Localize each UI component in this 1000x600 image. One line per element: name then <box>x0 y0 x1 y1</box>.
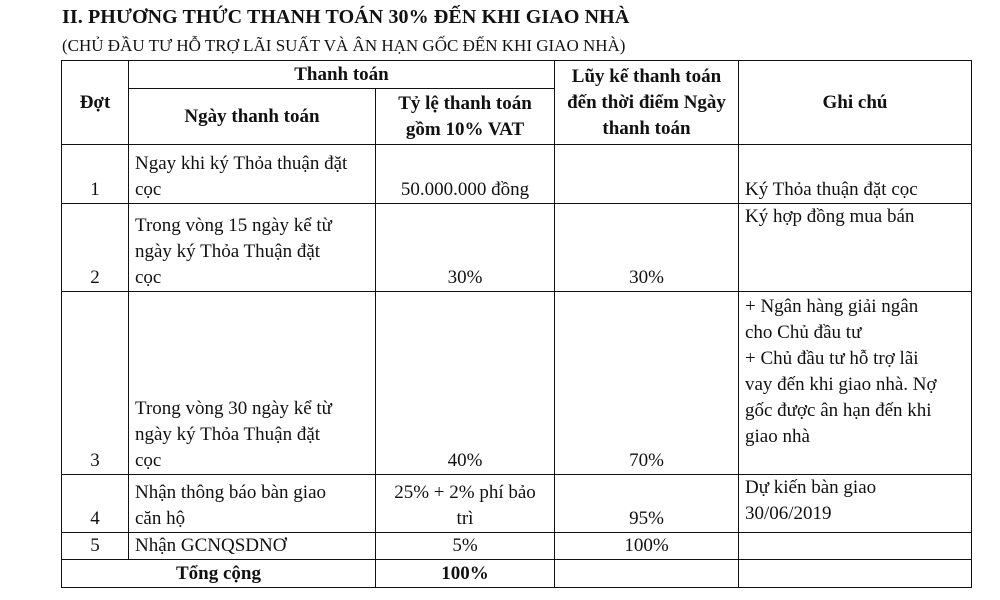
section-subheading: (CHỦ ĐẦU TƯ HỖ TRỢ LÃI SUẤT VÀ ÂN HẠN GỐC ĐẾN KHI GIAO NHÀ) <box>62 36 626 55</box>
total-notes-empty <box>739 560 972 588</box>
row-note-line: giao nhà <box>745 426 810 447</box>
row-notes <box>739 292 972 475</box>
table-row <box>62 204 972 292</box>
row-rate-line: 25% + 2% phí bảo <box>394 482 536 503</box>
row-date <box>129 533 376 560</box>
header-rate <box>376 89 555 145</box>
row-date <box>129 204 376 292</box>
header-payment-date: Ngày thanh toán <box>129 89 376 145</box>
row-note-line: cho Chủ đầu tư <box>745 322 862 343</box>
row-rate: 30% <box>376 204 555 292</box>
header-payment-group: Thanh toán <box>129 61 555 89</box>
row-date-line: Nhận thông báo bàn giao <box>135 482 327 503</box>
row-date <box>129 475 376 533</box>
total-cumulative-empty <box>555 560 739 588</box>
row-cumulative <box>555 145 739 204</box>
row-rate: 50.000.000 đồng <box>376 145 555 204</box>
row-note-line: Ký hợp đồng mua bán <box>745 206 915 227</box>
row-notes <box>739 475 972 533</box>
row-note-line: Dự kiến bàn giao <box>745 477 877 498</box>
table-row <box>62 533 972 560</box>
payment-schedule-table <box>61 60 972 588</box>
row-note-line: Ký Thỏa thuận đặt cọc <box>745 179 918 200</box>
table-row <box>62 292 972 475</box>
row-date-line: Trong vòng 15 ngày kể từ <box>135 215 332 236</box>
row-date-line: Ngay khi ký Thỏa thuận đặt <box>135 153 348 174</box>
total-row <box>62 560 972 588</box>
table-row <box>62 145 972 204</box>
row-rate <box>376 475 555 533</box>
header-notes: Ghi chú <box>739 61 972 145</box>
row-note-line: vay đến khi giao nhà. Nợ <box>745 374 937 395</box>
header-cumulative-line-1: Lũy kế thanh toán <box>571 65 722 87</box>
header-cumulative <box>555 61 739 145</box>
row-date <box>129 145 376 204</box>
row-date-line: cọc <box>135 450 162 471</box>
table-row <box>62 475 972 533</box>
header-rate-line-2: gồm 10% VAT <box>405 118 525 140</box>
row-date-line: Nhận GCNQSDNƠ <box>135 535 287 556</box>
row-note-line: + Ngân hàng giải ngân <box>745 296 919 317</box>
row-cumulative: 95% <box>555 475 739 533</box>
header-rate-line-1: Tỷ lệ thanh toán <box>398 92 532 114</box>
section-heading: II. PHƯƠNG THỨC THANH TOÁN 30% ĐẾN KHI GIAO NHÀ <box>62 6 630 28</box>
row-date-line: căn hộ <box>135 508 186 529</box>
row-rate: 40% <box>376 292 555 475</box>
row-date-line: ngày ký Thỏa Thuận đặt <box>135 424 321 445</box>
row-note-line: + Chủ đầu tư hỗ trợ lãi <box>745 348 919 369</box>
row-notes <box>739 533 972 560</box>
row-date-line: cọc <box>135 267 162 288</box>
row-dot: 2 <box>62 204 129 292</box>
row-note-line: gốc được ân hạn đến khi <box>745 400 932 421</box>
row-dot: 4 <box>62 475 129 533</box>
row-rate: 5% <box>376 533 555 560</box>
row-notes <box>739 145 972 204</box>
row-date-line: cọc <box>135 179 162 200</box>
header-dot: Đợt <box>62 61 129 145</box>
row-dot: 3 <box>62 292 129 475</box>
row-notes <box>739 204 972 292</box>
row-cumulative: 70% <box>555 292 739 475</box>
row-dot: 5 <box>62 533 129 560</box>
total-value: 100% <box>376 560 555 588</box>
header-cumulative-line-3: thanh toán <box>602 117 691 139</box>
row-date-line: ngày ký Thỏa Thuận đặt <box>135 241 321 262</box>
row-dot: 1 <box>62 145 129 204</box>
row-rate-line: trì <box>456 508 474 529</box>
total-label: Tổng cộng <box>62 560 376 588</box>
row-date-line: Trong vòng 30 ngày kể từ <box>135 398 332 419</box>
row-note-line: 30/06/2019 <box>745 503 832 524</box>
row-date <box>129 292 376 475</box>
row-cumulative: 30% <box>555 204 739 292</box>
row-cumulative: 100% <box>555 533 739 560</box>
header-cumulative-line-2: đến thời điểm Ngày <box>567 91 726 113</box>
